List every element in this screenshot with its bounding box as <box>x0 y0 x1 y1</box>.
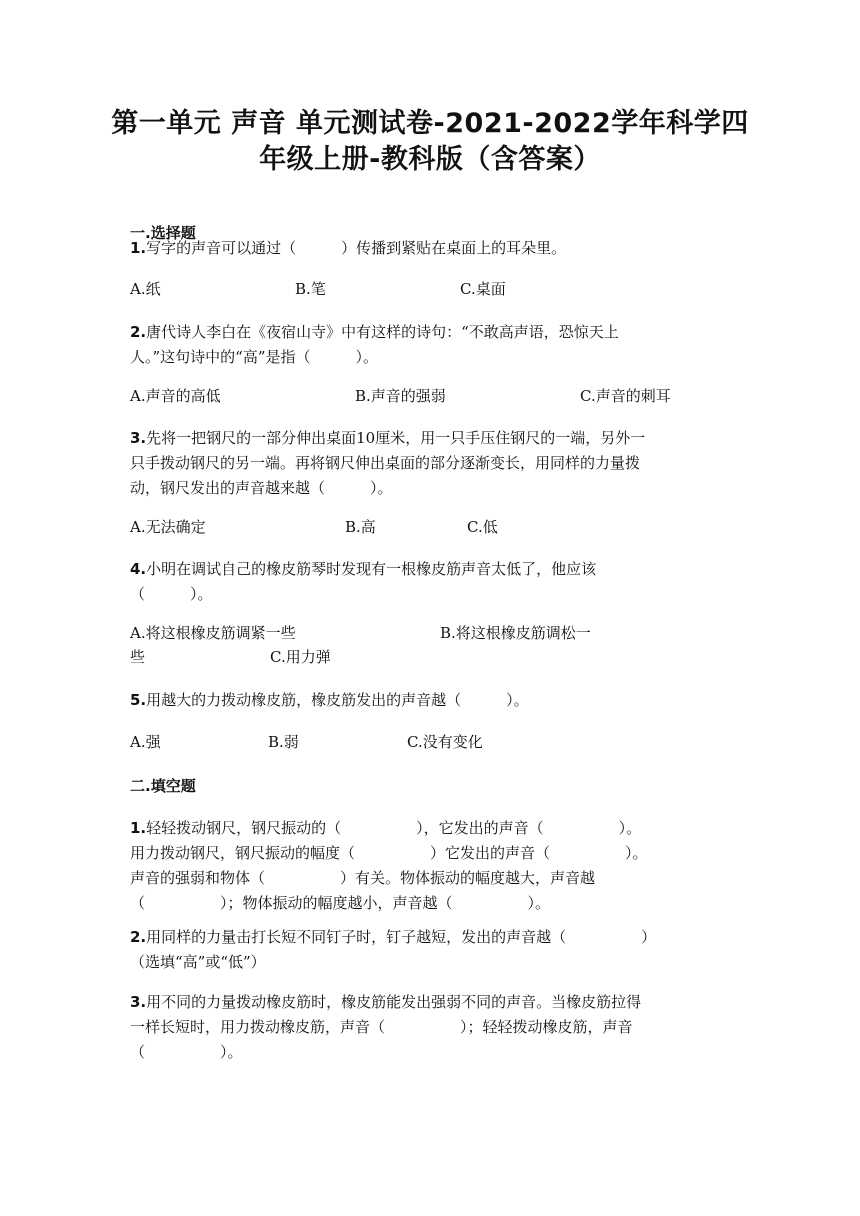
option-c[interactable]: C.没有变化 <box>407 733 483 751</box>
option-b-wrap[interactable]: 些 <box>130 648 146 666</box>
question-number: 1. <box>130 239 147 257</box>
choice-question-4 <box>130 557 730 607</box>
question-line: 动，钢尺发出的声音越来越（ ）。 <box>130 479 393 497</box>
choice-question-1 <box>130 236 730 261</box>
question-line: 写字的声音可以通过（ ）传播到紧贴在桌面上的耳朵里。 <box>146 239 567 257</box>
question-line: 声音的强弱和物体（ ）有关。物体振动的幅度越大，声音越 <box>130 869 596 887</box>
title-line-1: 第一单元 声音 单元测试卷-2021-2022学年科学四 <box>111 108 749 139</box>
question-number: 2. <box>130 323 147 341</box>
option-c[interactable]: C.用力弹 <box>270 648 331 666</box>
choice-question-3 <box>130 426 730 501</box>
question-number: 1. <box>130 819 147 837</box>
question-line: 用越大的力拨动橡皮筋，橡皮筋发出的声音越（ ）。 <box>146 691 529 709</box>
question-number: 3. <box>130 429 147 447</box>
question-line: 用不同的力量拨动橡皮筋时，橡皮筋能发出强弱不同的声音。当橡皮筋拉得 <box>146 993 642 1011</box>
question-line: 轻轻拨动钢尺，钢尺振动的（ ），它发出的声音（ ）。 <box>146 819 642 837</box>
question-line: 先将一把钢尺的一部分伸出桌面10厘米，用一只手压住钢尺的一端，另外一 <box>146 429 646 447</box>
section-heading-choice: 一.选择题 <box>130 224 196 242</box>
option-a[interactable]: A.无法确定 <box>130 518 206 536</box>
question-line: 小明在调试自己的橡皮筋琴时发现有一根橡皮筋声音太低了，他应该 <box>146 560 597 578</box>
question-line: 用力拨动钢尺，钢尺振动的幅度（ ）它发出的声音（ ）。 <box>130 844 648 862</box>
section-heading-fill: 二.填空题 <box>130 777 196 795</box>
fill-question-1 <box>130 816 730 916</box>
fill-question-3 <box>130 990 730 1065</box>
option-a[interactable]: A.强 <box>130 733 161 751</box>
choice-question-2 <box>130 320 730 370</box>
option-a[interactable]: A.将这根橡皮筋调紧一些 <box>130 624 296 642</box>
document-title <box>100 106 760 178</box>
question-line: （ ）。 <box>130 1043 243 1061</box>
question-line: 只手拨动钢尺的另一端。再将钢尺伸出桌面的部分逐渐变长，用同样的力量拨 <box>130 454 641 472</box>
choice-question-5 <box>130 688 730 713</box>
option-b[interactable]: B.声音的强弱 <box>355 387 446 405</box>
title-line-2: 年级上册-教科版（含答案） <box>259 144 601 175</box>
question-line: （ ）。 <box>130 585 213 603</box>
question-line: 用同样的力量击打长短不同钉子时，钉子越短，发出的声音越（ ） <box>146 928 657 946</box>
question-line: 唐代诗人李白在《夜宿山寺》中有这样的诗句：“不敢高声语，恐惊天上 <box>146 323 619 341</box>
fill-question-2 <box>130 925 730 975</box>
option-b[interactable]: B.高 <box>345 518 376 536</box>
question-number: 2. <box>130 928 147 946</box>
option-b[interactable]: B.笔 <box>295 280 326 298</box>
option-c[interactable]: C.声音的刺耳 <box>580 387 671 405</box>
question-number: 3. <box>130 993 147 1011</box>
question-line: （选填“高”或“低”） <box>130 953 266 971</box>
question-number: 4. <box>130 560 147 578</box>
option-c[interactable]: C.低 <box>467 518 498 536</box>
option-a[interactable]: A.声音的高低 <box>130 387 221 405</box>
option-c[interactable]: C.桌面 <box>460 280 506 298</box>
option-b[interactable]: B.弱 <box>268 733 299 751</box>
question-line: （ ）；物体振动的幅度越小，声音越（ ）。 <box>130 894 551 912</box>
option-a[interactable]: A.纸 <box>130 280 161 298</box>
question-line: 一样长短时，用力拨动橡皮筋，声音（ ）；轻轻拨动橡皮筋，声音 <box>130 1018 633 1036</box>
question-number: 5. <box>130 691 147 709</box>
option-b[interactable]: B.将这根橡皮筋调松一 <box>440 624 591 642</box>
question-line: 人。”这句诗中的“高”是指（ ）。 <box>130 348 379 366</box>
